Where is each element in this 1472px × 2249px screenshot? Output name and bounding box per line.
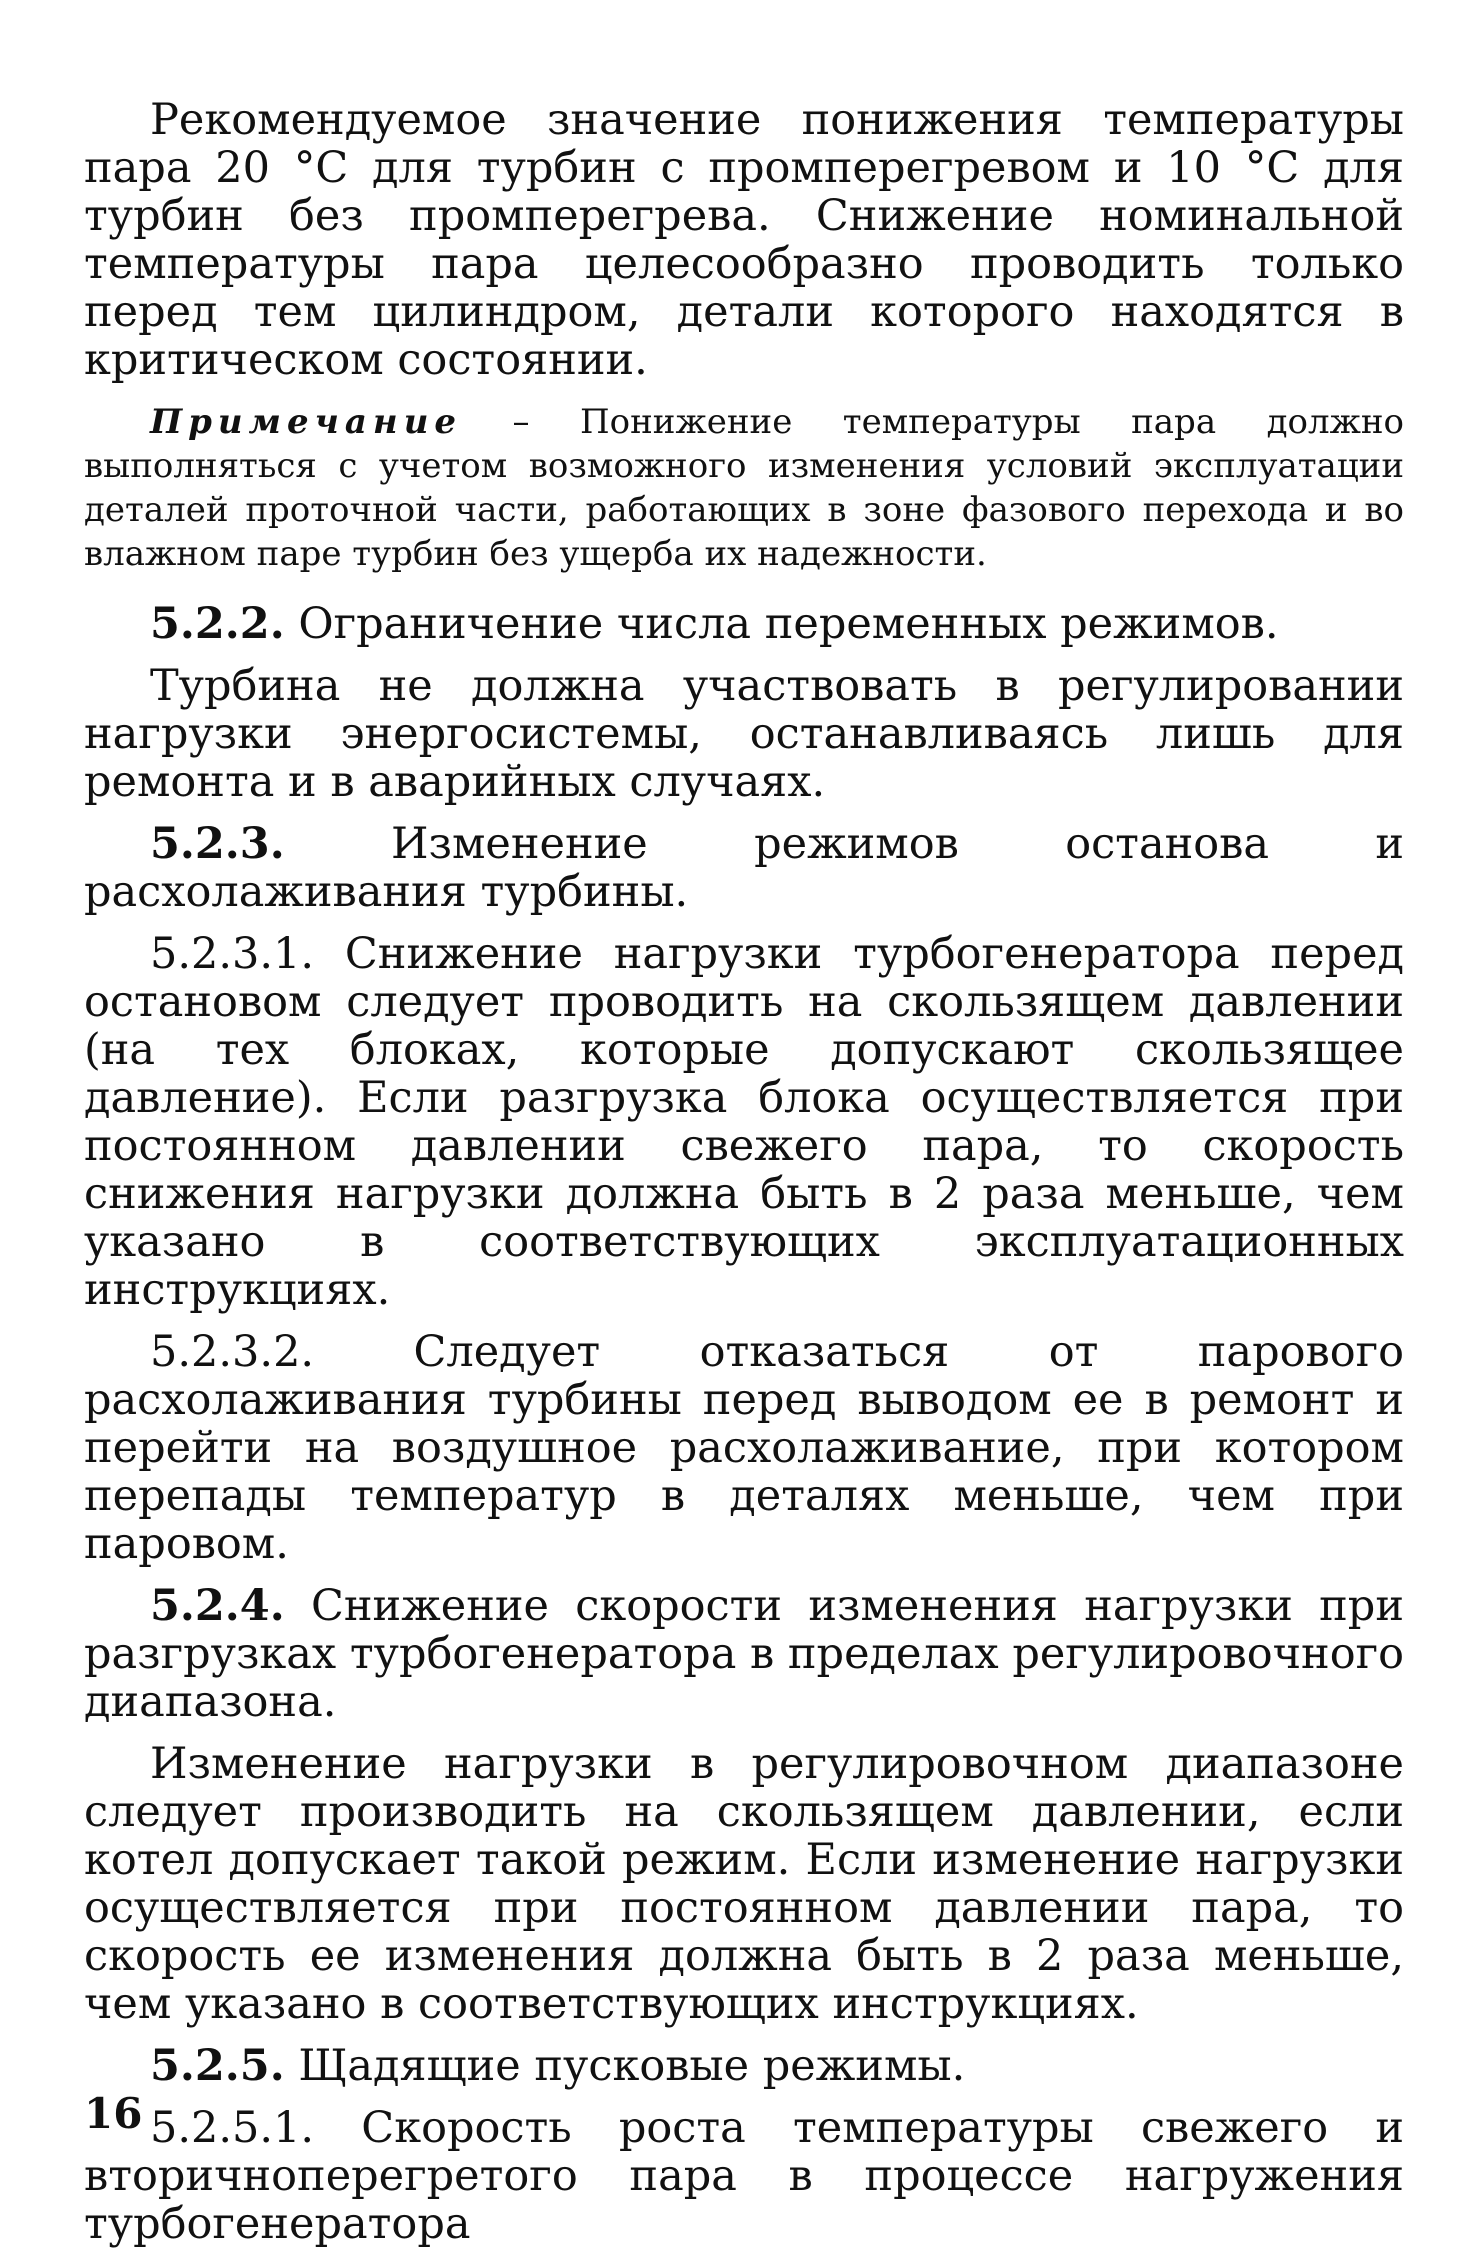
paragraph-temperature-reduction: Рекомендуемое значение понижения температуры пара 20 °С для турбин с промперегревом и 10 °С для турбин без промперегрева. Снижение номинальной температуры пара целесообразно проводить только перед тем цилиндром, детали которого находятся в критическом состоянии. (84, 95, 1404, 385)
section-title: Ограничение числа переменных режимов. (284, 599, 1279, 649)
section-heading-5-2-4 (84, 1582, 1404, 1726)
paragraph-5-2-3-2: 5.2.3.2. Следует отказаться от парового расхолаживания турбины перед выводом ее в ремонт и перейти на воздушное расхолаживание, при котором перепады температур в деталях меньше, чем при паровом. (84, 1327, 1404, 1569)
section-number: 5.2.4. (150, 1581, 285, 1631)
paragraph-5-2-3-1: 5.2.3.1. Снижение нагрузки турбогенератора перед остановом следует проводить на скользящем давлении (на тех блоках, которые допускают скользящее давление). Если разгрузка блока осуществляется при постоянном давлении свежего пара, то скорость снижения нагрузки должна быть в 2 раза меньше, чем указано в соответствующих эксплуатационных инструкциях. (84, 929, 1404, 1315)
section-title: Изменение режимов останова и расхолаживания турбины. (84, 819, 1404, 917)
section-heading-5-2-5 (84, 2042, 1404, 2090)
note (84, 400, 1404, 576)
section-number: 5.2.5. (150, 2041, 285, 2091)
page-number: 16 (84, 2089, 143, 2138)
paragraph-5-2-2: Турбина не должна участвовать в регулировании нагрузки энергосистемы, останавливаясь лишь для ремонта и в аварийных случаях. (84, 661, 1404, 807)
section-title: Снижение скорости изменения нагрузки при разгрузках турбогенератора в пределах регулировочного диапазона. (84, 1581, 1404, 1727)
section-number: 5.2.2. (150, 599, 285, 649)
section-title: Щадящие пусковые режимы. (284, 2041, 966, 2091)
note-text: – Понижение температуры пара должно выполняться с учетом возможного изменения условий эксплуатации деталей проточной части, работающих в зоне фазового перехода и во влажном паре турбин без ущерба их надежности. (84, 402, 1404, 574)
section-heading-5-2-2 (84, 600, 1404, 648)
paragraph-5-2-5-1: 5.2.5.1. Скорость роста температуры свежего и вторичноперегретого пара в процессе нагружения турбогенератора (84, 2103, 1404, 2249)
page-body (84, 96, 1404, 2248)
paragraph-5-2-4: Изменение нагрузки в регулировочном диапазоне следует производить на скользящем давлении, если котел допускает такой режим. Если изменение нагрузки осуществляется при постоянном давлении пара, то скорость ее изменения должна быть в 2 раза меньше, чем указано в соответствующих инструкциях. (84, 1739, 1404, 2029)
section-number: 5.2.3. (150, 819, 285, 869)
note-label: Примечание (150, 402, 463, 442)
section-heading-5-2-3 (84, 820, 1404, 916)
